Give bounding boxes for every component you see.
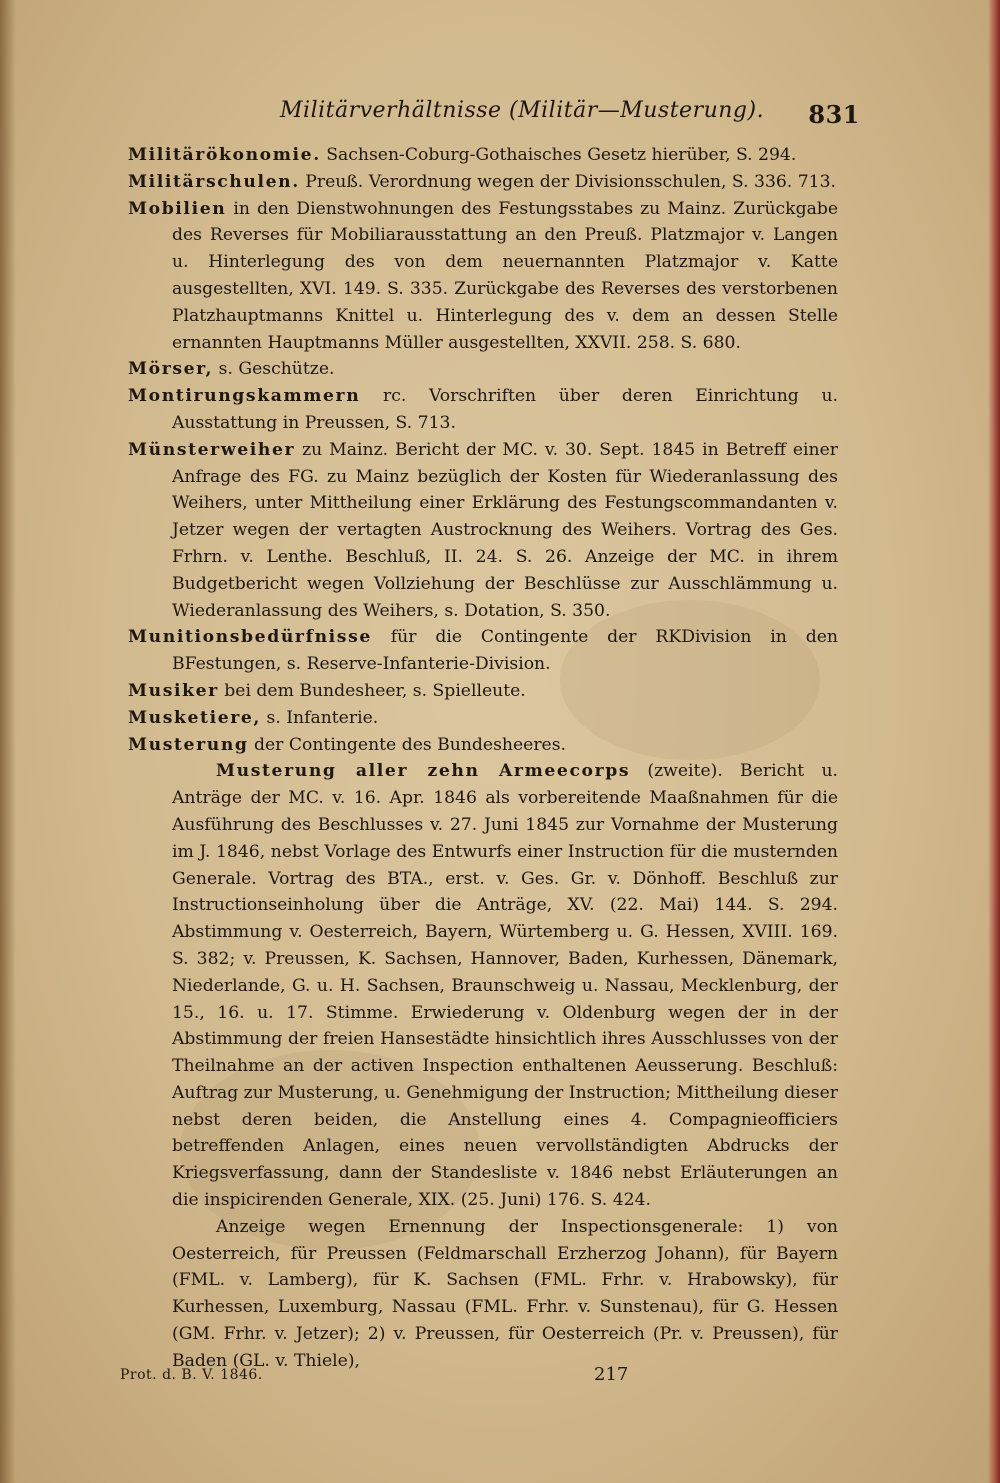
entry-text: für die Contingente der RKDivision in den BFestungen, s. Reserve-Infanterie-Division. bbox=[172, 627, 838, 675]
paragraph-text: Anzeige wegen Ernennung der Inspectionsgenerale: 1) von Oesterreich, für Preussen (Feldmarschall Erzherzog Johann), für Bayern (FML. v. Lamberg), für K. Sachsen (FML. Frhr. v. Hrabowsky), für Kurhessen, Luxemburg, Nassau (FML. Frhr. v. Sunstenau), für G. Hessen (GM. Frhr. v. Jetzer); 2) v. Preussen, für Oesterreich (Pr. v. Preussen), für Baden (GL. v. Thiele), bbox=[172, 1216, 838, 1371]
entry-term: Militärökonomie. bbox=[128, 145, 321, 165]
index-entry bbox=[128, 678, 838, 705]
entry-text: Preuß. Verordnung wegen der Divisionsschulen, S. 336. 713. bbox=[299, 171, 837, 192]
index-entry bbox=[128, 437, 838, 625]
entry-text: s. Geschütze. bbox=[213, 359, 335, 380]
entry-text: rc. Vorschriften über deren Einrichtung u. Ausstattung in Preussen, S. 713. bbox=[172, 386, 838, 433]
sub-paragraph bbox=[128, 1214, 838, 1375]
page-number: 831 bbox=[808, 100, 860, 129]
entry-term: Münsterweiher bbox=[128, 439, 296, 460]
index-entry bbox=[128, 356, 838, 383]
entry-text: bei dem Bundesheer, s. Spielleute. bbox=[218, 680, 526, 701]
page-shadow-left bbox=[0, 0, 16, 1483]
entry-term: Musiker bbox=[128, 680, 219, 701]
index-entry bbox=[128, 142, 838, 169]
index-entry bbox=[128, 732, 838, 759]
sub-paragraph bbox=[128, 758, 838, 1214]
entry-text: der Contingente des Bundesheeres. bbox=[248, 734, 566, 755]
entry-term: Musketiere, bbox=[128, 707, 262, 728]
index-entry bbox=[128, 383, 838, 437]
paragraph-term: Musterung aller zehn Armeecorps bbox=[216, 761, 631, 782]
entry-term: Militärschulen. bbox=[128, 171, 300, 192]
entry-text: Sachsen-Coburg-Gothaisches Gesetz hierüber, S. 294. bbox=[320, 145, 797, 165]
book-edge-right bbox=[988, 0, 1000, 1483]
footer-signature-line: Prot. d. B. V. 1846. bbox=[120, 1367, 263, 1383]
entry-text: zu Mainz. Bericht der MC. v. 30. Sept. 1845 in Betreff einer Anfrage des FG. zu Mainz bezüglich der Kosten für Wiederanlassung des Weihers, unter Mittheilung einer Erklärung des Festungscommandanten v. Jetzer wegen der vertagten Austrocknung des Weihers. Vortrag des Ges. Frhrn. v. Lenthe. Beschluß, II. 24. S. 26. Anzeige der MC. in ihrem Budgetbericht wegen Vollziehung der Beschlüsse zur Ausschlämmung u. Wiederanlassung des Weihers, s. Dotation, S. 350. bbox=[172, 439, 838, 621]
footer-sheet-number: 217 bbox=[594, 1364, 629, 1385]
running-header bbox=[280, 98, 860, 132]
paragraph-text: (zweite). Bericht u. Anträge der MC. v. 16. Apr. 1846 als vorbereitende Maaßnahmen für die Ausführung des Beschlusses v. 27. Juni 1845 zur Vornahme der Musterung im J. 1846, nebst Vorlage des Entwurfs einer Instruction für die musternden Generale. Vortrag des BTA., erst. v. Ges. Gr. v. Dönhoff. Beschluß zur Instructionseinholung über die Anträge, XV. (22. Mai) 144. S. 294. Abstimmung v. Oesterreich, Bayern, Würtemberg u. G. Hessen, XVIII. 169. S. 382; v. Preussen, K. Sachsen, Hannover, Baden, Kurhessen, Dänemark, Niederlande, G. u. H. Sachsen, Braunschweig u. Nassau, Mecklenburg, der 15., 16. u. 17. Stimme. Erwiederung v. Oldenburg wegen der in der Abstimmung der freien Hansestädte hinsichtlich ihres Ausschlusses von der Theilnahme an der activen Inspection enthaltenen Aeusserung. Beschluß: Auftrag zur Musterung, u. Genehmigung der Instruction; Mittheilung dieser nebst deren beiden, die Anstellung eines 4. Compagnieofficiers betreffenden Anlagen, eines neuen vervollständigten Abdrucks der Kriegsverfassung, dann der Standesliste v. 1846 nebst Erläuterungen an die inspicirenden Generale, XIX. (25. Juni) 176. S. 424. bbox=[172, 761, 838, 1211]
entry-text: s. Infanterie. bbox=[261, 707, 379, 728]
entry-text: in den Dienstwohnungen des Festungsstabes zu Mainz. Zurückgabe des Reverses für Mobiliarausstattung an den Preuß. Platzmajor v. Langen u. Hinterlegung des von dem neuernannten Platzmajor v. Katte ausgestellten, XVI. 149. S. 335. Zurückgabe des Reverses des verstorbenen Platzhauptmanns Knittel u. Hinterlegung des v. dem an dessen Stelle ernannten Hauptmanns Müller ausgestellten, XXVII. 258. S. 680. bbox=[172, 198, 838, 353]
entry-term: Musterung bbox=[128, 734, 249, 755]
index-entry bbox=[128, 624, 838, 678]
entry-term: Mörser, bbox=[128, 359, 214, 380]
entry-term: Montirungskammern bbox=[128, 386, 361, 407]
header-title: Militärverhältnisse (Militär—Musterung). bbox=[280, 98, 765, 123]
index-entry bbox=[128, 705, 838, 732]
index-entry bbox=[128, 196, 838, 357]
index-content bbox=[128, 142, 838, 1375]
entry-term: Munitionsbedürfnisse bbox=[128, 627, 372, 648]
entry-term: Mobilien bbox=[128, 198, 227, 219]
index-entry bbox=[128, 169, 838, 196]
